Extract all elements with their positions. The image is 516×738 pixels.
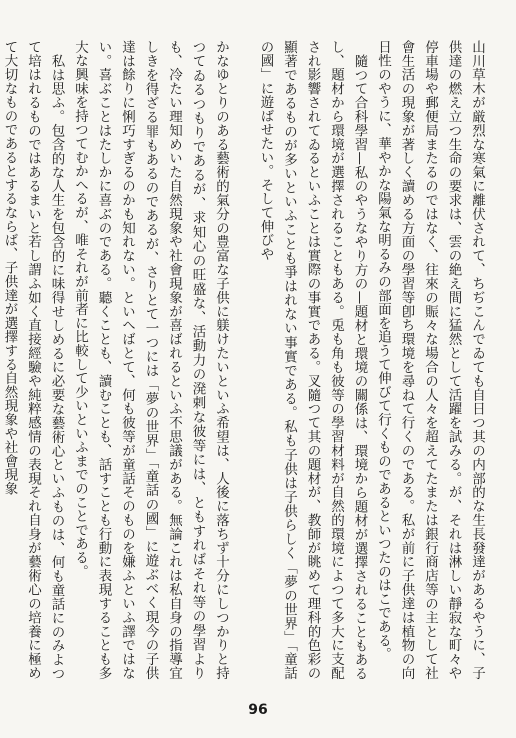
paragraph-4: 私は思ふ。包含的な人生を包含的に味得せしめるに必要な藝術心といふものは、何も童話にのみよつて培はれるものではあるまいと若し謂ふ如く直接經驗や純粹感情の表現それ自身が藝術心の培養に極めて大切なものであるとするならば、子供達が選擇する自然現象や社會現象 — [1, 40, 65, 680]
text-column-right — [258, 40, 488, 680]
text-column-left — [1, 40, 232, 680]
paragraph-3: かなゆとりのある藝術的氣分の豊富な子供に躾けたいといふ希望は、人後に落ちず十分にしつかりと持つてゐるつもりであるが、求知心の旺盛な、活動力の溌剌な彼等には、ともすればそれ等の學習よりも、冷たい理知めいた自然現象や社會現象が喜ばれるといふ不思議がある。無論これは私自身の指導宜しきを得ざる罪もあるのであるが、さりとて一つには「夢の世界」「童話の國」に遊ぶべく現今の子供達は餘りに悧巧すぎるのかも知れない。といへばとて、何も彼等が童話そのものを嫌ふといふ譯ではない。喜ぶことはたしかに喜ぶのである。聽くことも、讀むことも、話すことも行動に表現することも多大な興味を持つてむかへるが、唯それが前者に比較して少いといふまでのことである。 — [72, 40, 229, 680]
paragraph-2: 隨つて合科學習—私のやうなやり方の—題材と環境の關係は、環境から題材が選擇されることもあるし、題材から環境が選擇されることもある。兎も角も彼等の學習材料が自然的環境によつて多大に支配され影響されてゐるといふことは實際の事實である。叉隨つて其の題材が、教師が眺めて理科的色彩の顯著であるものが多いといふことも爭はれない事實である。私も子供は子供らしく「夢の世界」「童話の國」に遊ばせたい。そして伸びや — [257, 40, 368, 680]
page-number: 96 — [248, 702, 268, 718]
paragraph-1: 山川草木が厳烈な寒氣に離伏されて、ちぢこんでゐても自日つ其の内部的な生長發達があるやうに、子供達の燃え立つ生命の要求は、雲の絶え間に猛然として活躍を試みる。が、それは淋しい靜寂な町々や停車場や郵便局またるのではなく、往來の賑々な場合の人々を超えてたまたは銀行商店等の主として社會生活の現象が著しく讀める方面の學習等卽ち環境を尋ねて行くのである。私が前に子供達は植物の向日性のやうに、華やかな陽氣な明るみの部面を追うて伸びて行くものであるといつたのはこである。 — [375, 40, 485, 680]
